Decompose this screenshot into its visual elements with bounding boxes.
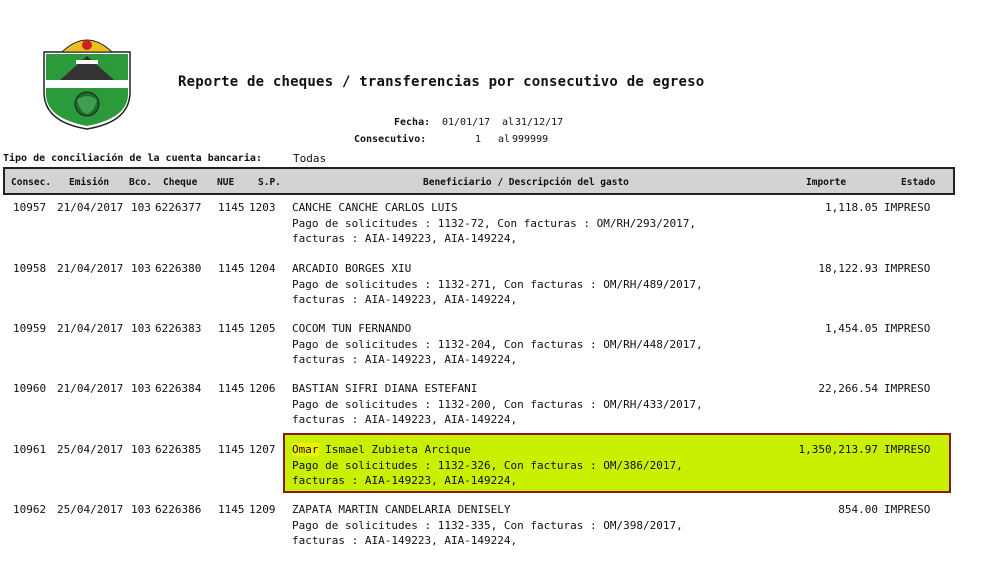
descripcion-line2: facturas : AIA-149223, AIA-149224, — [292, 474, 518, 487]
bco: 103 — [131, 382, 151, 395]
importe: 854.00 — [838, 503, 878, 516]
nue: 1145 — [218, 201, 245, 214]
descripcion-line1: Pago de solicitudes : 1132-335, Con facturas : OM/398/2017, — [292, 519, 683, 532]
table-row — [0, 382, 996, 442]
col-cheque: Cheque — [163, 177, 198, 188]
cheque: 6226377 — [155, 201, 202, 214]
descripcion-line1: Pago de solicitudes : 1132-271, Con facturas : OM/RH/489/2017, — [292, 278, 703, 291]
bco: 103 — [131, 201, 151, 214]
table-row-highlighted — [0, 443, 996, 503]
consecutivo-to-prefix: al — [498, 134, 511, 145]
municipal-crest-logo — [40, 30, 134, 130]
emision: 25/04/2017 — [57, 503, 124, 516]
report-title: Reporte de cheques / transferencias por consecutivo de egreso — [178, 74, 705, 90]
nue: 1145 — [218, 262, 245, 275]
beneficiario — [292, 443, 471, 456]
consecutivo-from: 1 — [475, 134, 482, 145]
tipo-conciliacion-value: Todas — [293, 152, 327, 165]
fecha-to: 31/12/17 — [515, 117, 564, 128]
table-row — [0, 262, 996, 322]
col-bco: Bco. — [129, 177, 152, 188]
beneficiario-first-name-highlight: Omar — [292, 443, 319, 456]
beneficiario: CANCHE CANCHE CARLOS LUIS — [292, 201, 458, 214]
importe: 1,350,213.97 — [798, 443, 878, 456]
cheque: 6226380 — [155, 262, 202, 275]
sp: 1207 — [249, 443, 276, 456]
bco: 103 — [131, 322, 151, 335]
consec: 10962 — [13, 503, 47, 516]
descripcion-line2: facturas : AIA-149223, AIA-149224, — [292, 413, 518, 426]
consec: 10957 — [13, 201, 47, 214]
tipo-conciliacion-label: Tipo de conciliación de la cuenta bancaria: — [3, 153, 262, 164]
beneficiario: COCOM TUN FERNANDO — [292, 322, 412, 335]
table-row — [0, 322, 996, 382]
descripcion-line1: Pago de solicitudes : 1132-72, Con facturas : OM/RH/293/2017, — [292, 217, 696, 230]
nue: 1145 — [218, 503, 245, 516]
table-row — [0, 201, 996, 261]
estado: IMPRESO — [884, 503, 931, 516]
sp: 1203 — [249, 201, 276, 214]
estado: IMPRESO — [884, 322, 931, 335]
estado: IMPRESO — [884, 262, 931, 275]
cheque: 6226383 — [155, 322, 202, 335]
nue: 1145 — [218, 443, 245, 456]
descripcion-line1: Pago de solicitudes : 1132-204, Con facturas : OM/RH/448/2017, — [292, 338, 703, 351]
descripcion-line2: facturas : AIA-149223, AIA-149224, — [292, 293, 518, 306]
cheque: 6226384 — [155, 382, 202, 395]
sp: 1206 — [249, 382, 276, 395]
beneficiario: BASTIAN SIFRI DIANA ESTEFANI — [292, 382, 478, 395]
importe: 22,266.54 — [818, 382, 878, 395]
descripcion-line1: Pago de solicitudes : 1132-200, Con facturas : OM/RH/433/2017, — [292, 398, 703, 411]
col-sp: S.P. — [258, 177, 281, 188]
col-nue: NUE — [217, 177, 235, 188]
nue: 1145 — [218, 322, 245, 335]
descripcion-line2: facturas : AIA-149223, AIA-149224, — [292, 353, 518, 366]
descripcion-line1: Pago de solicitudes : 1132-326, Con facturas : OM/386/2017, — [292, 459, 683, 472]
emision: 21/04/2017 — [57, 262, 124, 275]
emision: 21/04/2017 — [57, 201, 124, 214]
estado: IMPRESO — [884, 443, 931, 456]
cheque: 6226385 — [155, 443, 202, 456]
col-emision: Emisión — [69, 177, 110, 188]
emision: 21/04/2017 — [57, 322, 124, 335]
nue: 1145 — [218, 382, 245, 395]
importe: 1,454.05 — [825, 322, 878, 335]
fecha-to-prefix: al — [502, 117, 515, 128]
descripcion-line2: facturas : AIA-149223, AIA-149224, — [292, 534, 518, 547]
beneficiario: ZAPATA MARTIN CANDELARIA DENISELY — [292, 503, 511, 516]
fecha-from: 01/01/17 — [442, 117, 491, 128]
sp: 1205 — [249, 322, 276, 335]
beneficiario-rest: Ismael Zubieta Arcique — [318, 443, 471, 456]
consecutivo-to: 999999 — [512, 134, 549, 145]
col-estado: Estado — [901, 177, 936, 188]
emision: 21/04/2017 — [57, 382, 124, 395]
sp: 1209 — [249, 503, 276, 516]
col-consec: Consec. — [11, 177, 52, 188]
consec: 10959 — [13, 322, 47, 335]
descripcion-line2: facturas : AIA-149223, AIA-149224, — [292, 232, 518, 245]
bco: 103 — [131, 262, 151, 275]
table-header — [3, 167, 955, 195]
cheque: 6226386 — [155, 503, 202, 516]
fecha-label: Fecha: — [394, 117, 431, 128]
estado: IMPRESO — [884, 201, 931, 214]
emision: 25/04/2017 — [57, 443, 124, 456]
col-importe: Importe — [806, 177, 847, 188]
importe: 1,118.05 — [825, 201, 878, 214]
beneficiario: ARCADIO BORGES XIU — [292, 262, 412, 275]
consec: 10960 — [13, 382, 47, 395]
consecutivo-label: Consecutivo: — [354, 134, 427, 145]
col-beneficiario: Beneficiario / Descripción del gasto — [423, 177, 629, 188]
consec: 10961 — [13, 443, 47, 456]
consec: 10958 — [13, 262, 47, 275]
estado: IMPRESO — [884, 382, 931, 395]
table-row — [0, 503, 996, 563]
bco: 103 — [131, 503, 151, 516]
bco: 103 — [131, 443, 151, 456]
importe: 18,122.93 — [818, 262, 878, 275]
sp: 1204 — [249, 262, 276, 275]
